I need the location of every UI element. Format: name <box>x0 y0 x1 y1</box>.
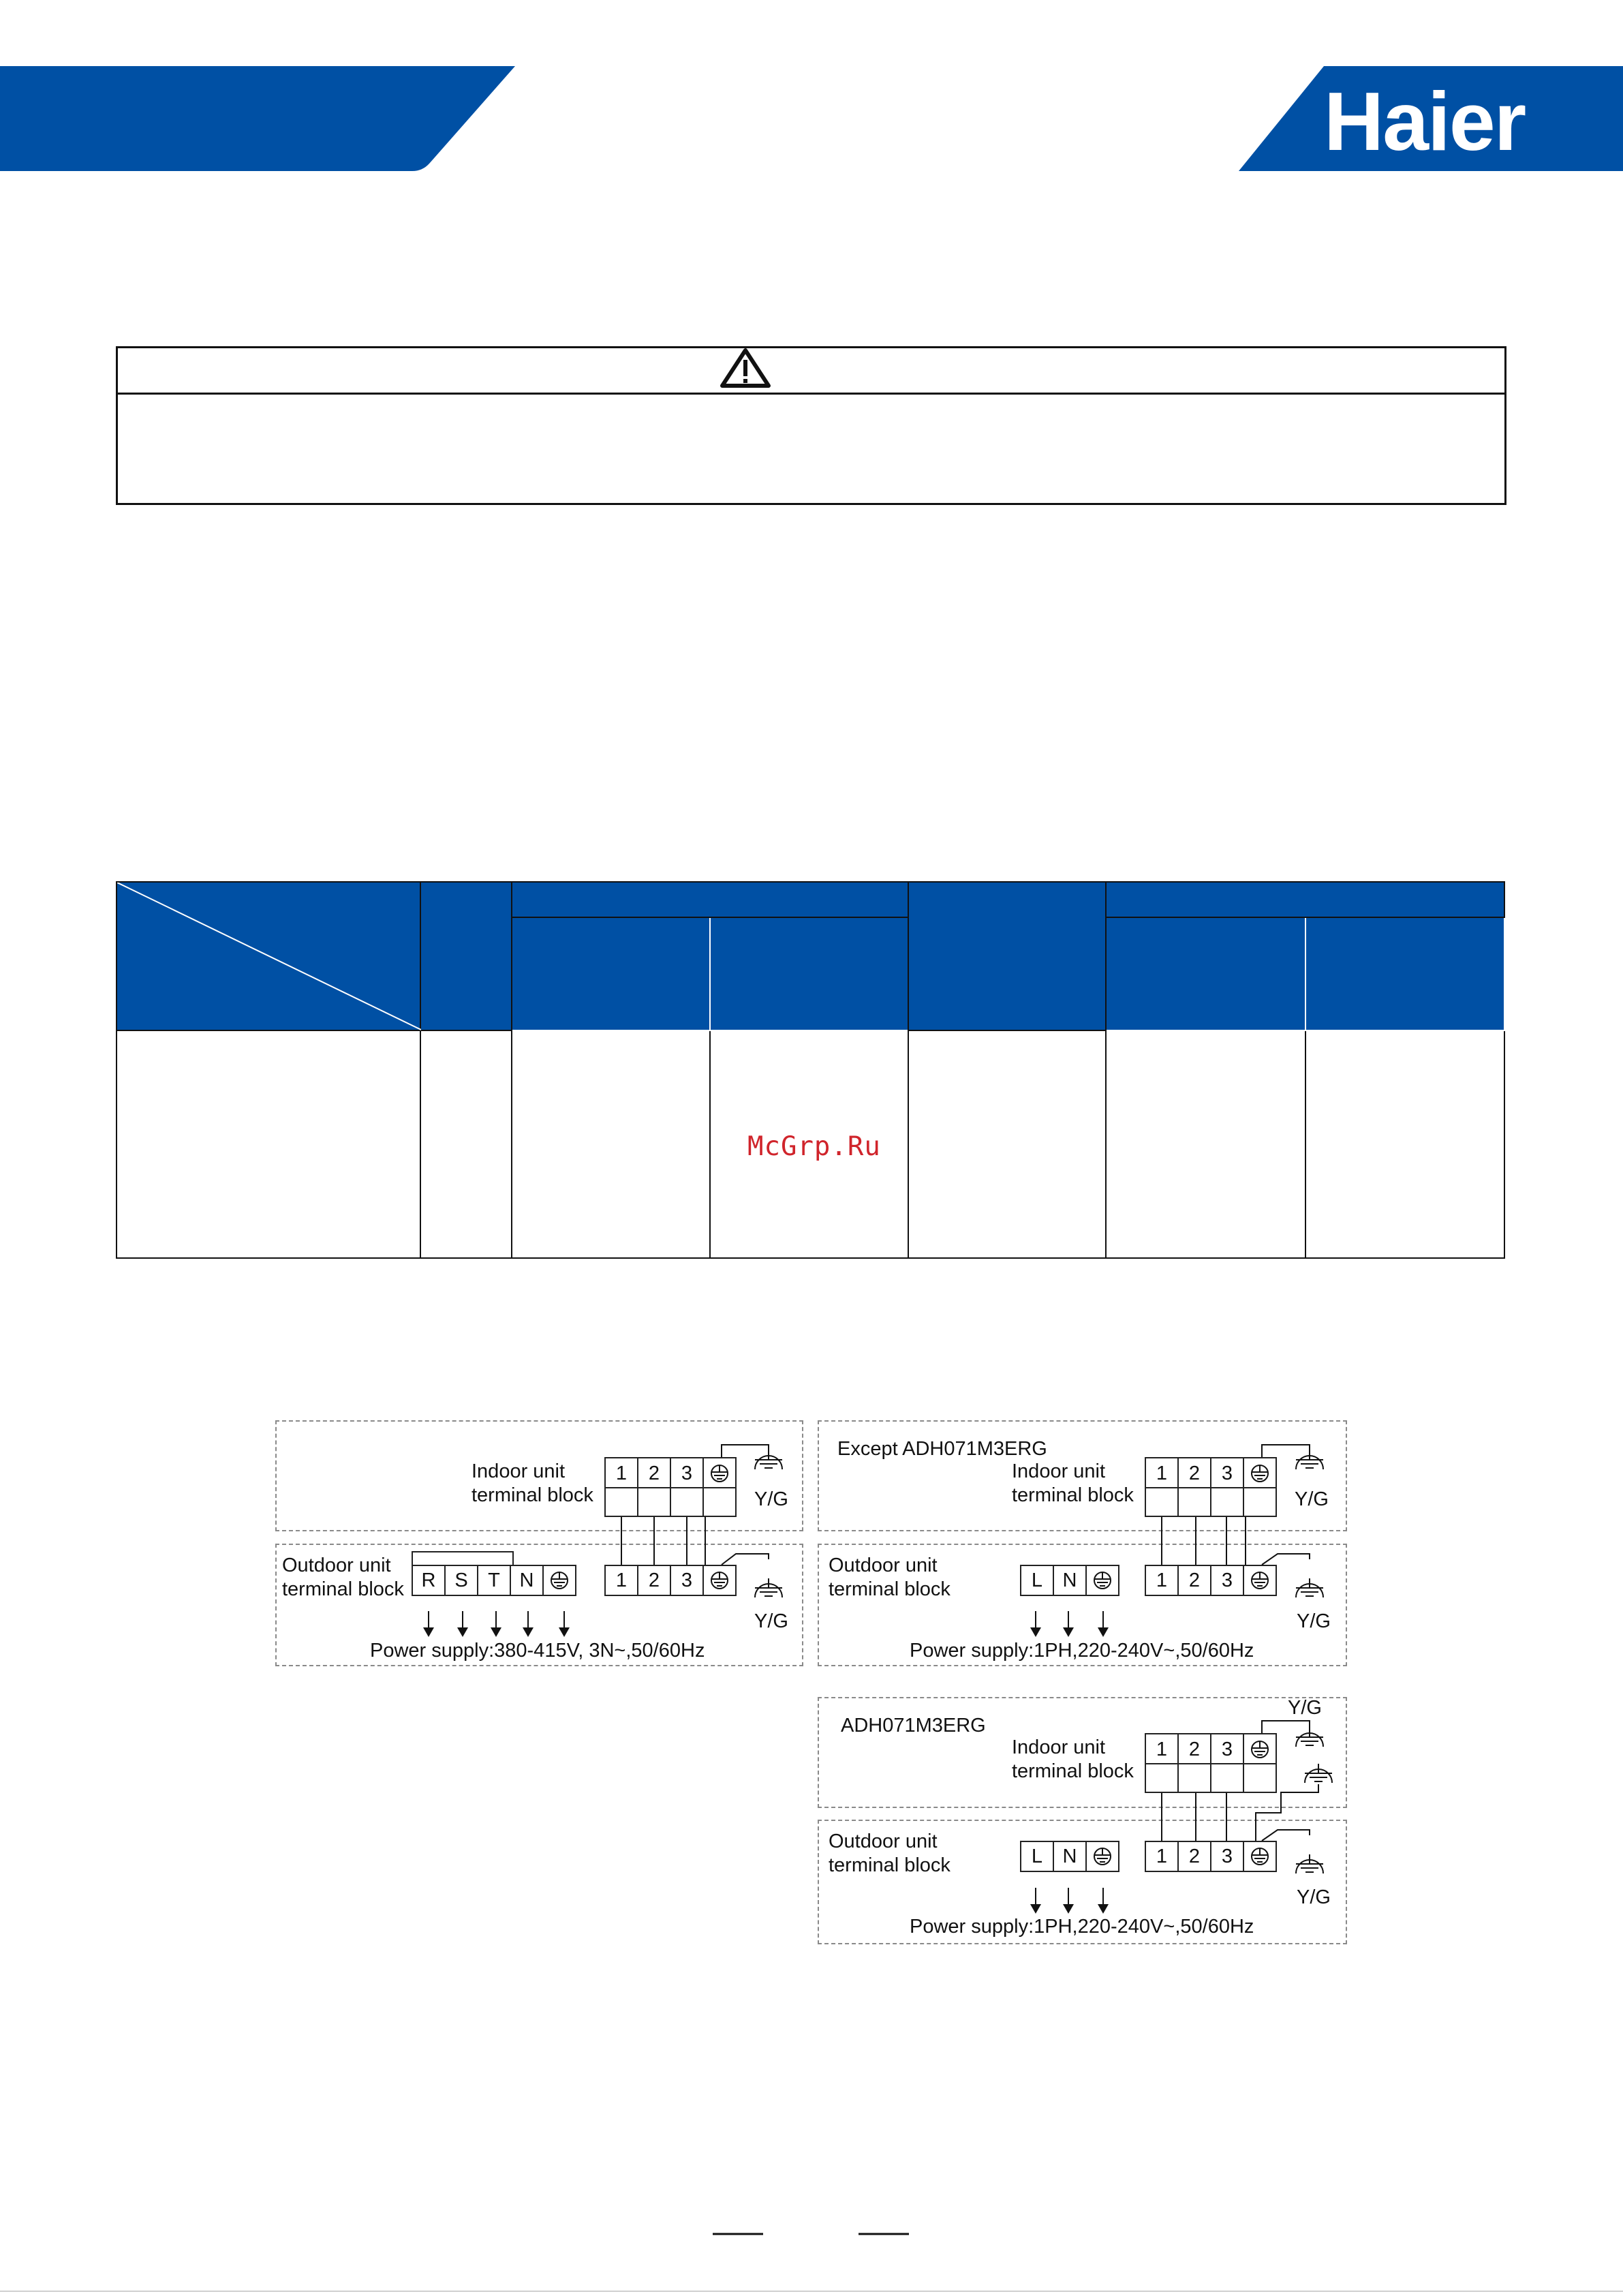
terminal-3: 3 <box>1210 1565 1244 1596</box>
haier-logo: Haier <box>1324 75 1526 168</box>
terminal-1: 1 <box>1145 1565 1179 1596</box>
terminal-3: 3 <box>670 1565 704 1596</box>
yg-label: Y/G <box>1297 1886 1331 1908</box>
terminal-2: 2 <box>1177 1565 1211 1596</box>
yg-label: Y/G <box>1297 1610 1331 1632</box>
terminal-2: 2 <box>1177 1733 1211 1764</box>
power-supply-label: Power supply:1PH,220-240V~,50/60Hz <box>910 1916 1254 1938</box>
diagram-title: Except ADH071M3ERG <box>837 1438 1047 1460</box>
terminal-1: 1 <box>1145 1841 1179 1872</box>
yg-label: Y/G <box>1295 1488 1329 1510</box>
diagram-title: ADH071M3ERG <box>841 1715 986 1736</box>
terminal-n: N <box>1053 1841 1087 1872</box>
terminal-t: T <box>477 1565 511 1596</box>
outdoor-unit-label: Outdoor unit terminal block <box>282 1555 404 1600</box>
power-supply-label: Power supply:1PH,220-240V~,50/60Hz <box>910 1640 1254 1662</box>
terminal-3: 3 <box>670 1457 704 1488</box>
outdoor-unit-label: Outdoor unit terminal block <box>829 1555 950 1600</box>
terminal-n: N <box>1053 1565 1087 1596</box>
terminal-3: 3 <box>1210 1457 1244 1488</box>
terminal-l: L <box>1020 1841 1054 1872</box>
watermark-text: McGrp.Ru <box>747 1131 881 1162</box>
terminal-1: 1 <box>1145 1457 1179 1488</box>
terminal-r: R <box>412 1565 446 1596</box>
yg-label: Y/G <box>754 1610 788 1632</box>
yg-label: Y/G <box>754 1488 788 1510</box>
terminal-s: S <box>444 1565 478 1596</box>
terminal-3: 3 <box>1210 1841 1244 1872</box>
terminal-1: 1 <box>1145 1733 1179 1764</box>
terminal-l: L <box>1020 1565 1054 1596</box>
indoor-unit-label: Indoor unit terminal block <box>472 1460 593 1506</box>
terminal-n: N <box>510 1565 544 1596</box>
yg-label: Y/G <box>1288 1697 1322 1719</box>
terminal-2: 2 <box>1177 1841 1211 1872</box>
terminal-2: 2 <box>637 1565 671 1596</box>
terminal-2: 2 <box>637 1457 671 1488</box>
terminal-2: 2 <box>1177 1457 1211 1488</box>
indoor-unit-label: Indoor unit terminal block <box>1012 1460 1134 1506</box>
power-supply-label: Power supply:380-415V, 3N~,50/60Hz <box>370 1640 705 1662</box>
terminal-3: 3 <box>1210 1733 1244 1764</box>
terminal-1: 1 <box>604 1565 638 1596</box>
terminal-1: 1 <box>604 1457 638 1488</box>
indoor-unit-label: Indoor unit terminal block <box>1012 1736 1134 1782</box>
outdoor-unit-label: Outdoor unit terminal block <box>829 1831 950 1876</box>
